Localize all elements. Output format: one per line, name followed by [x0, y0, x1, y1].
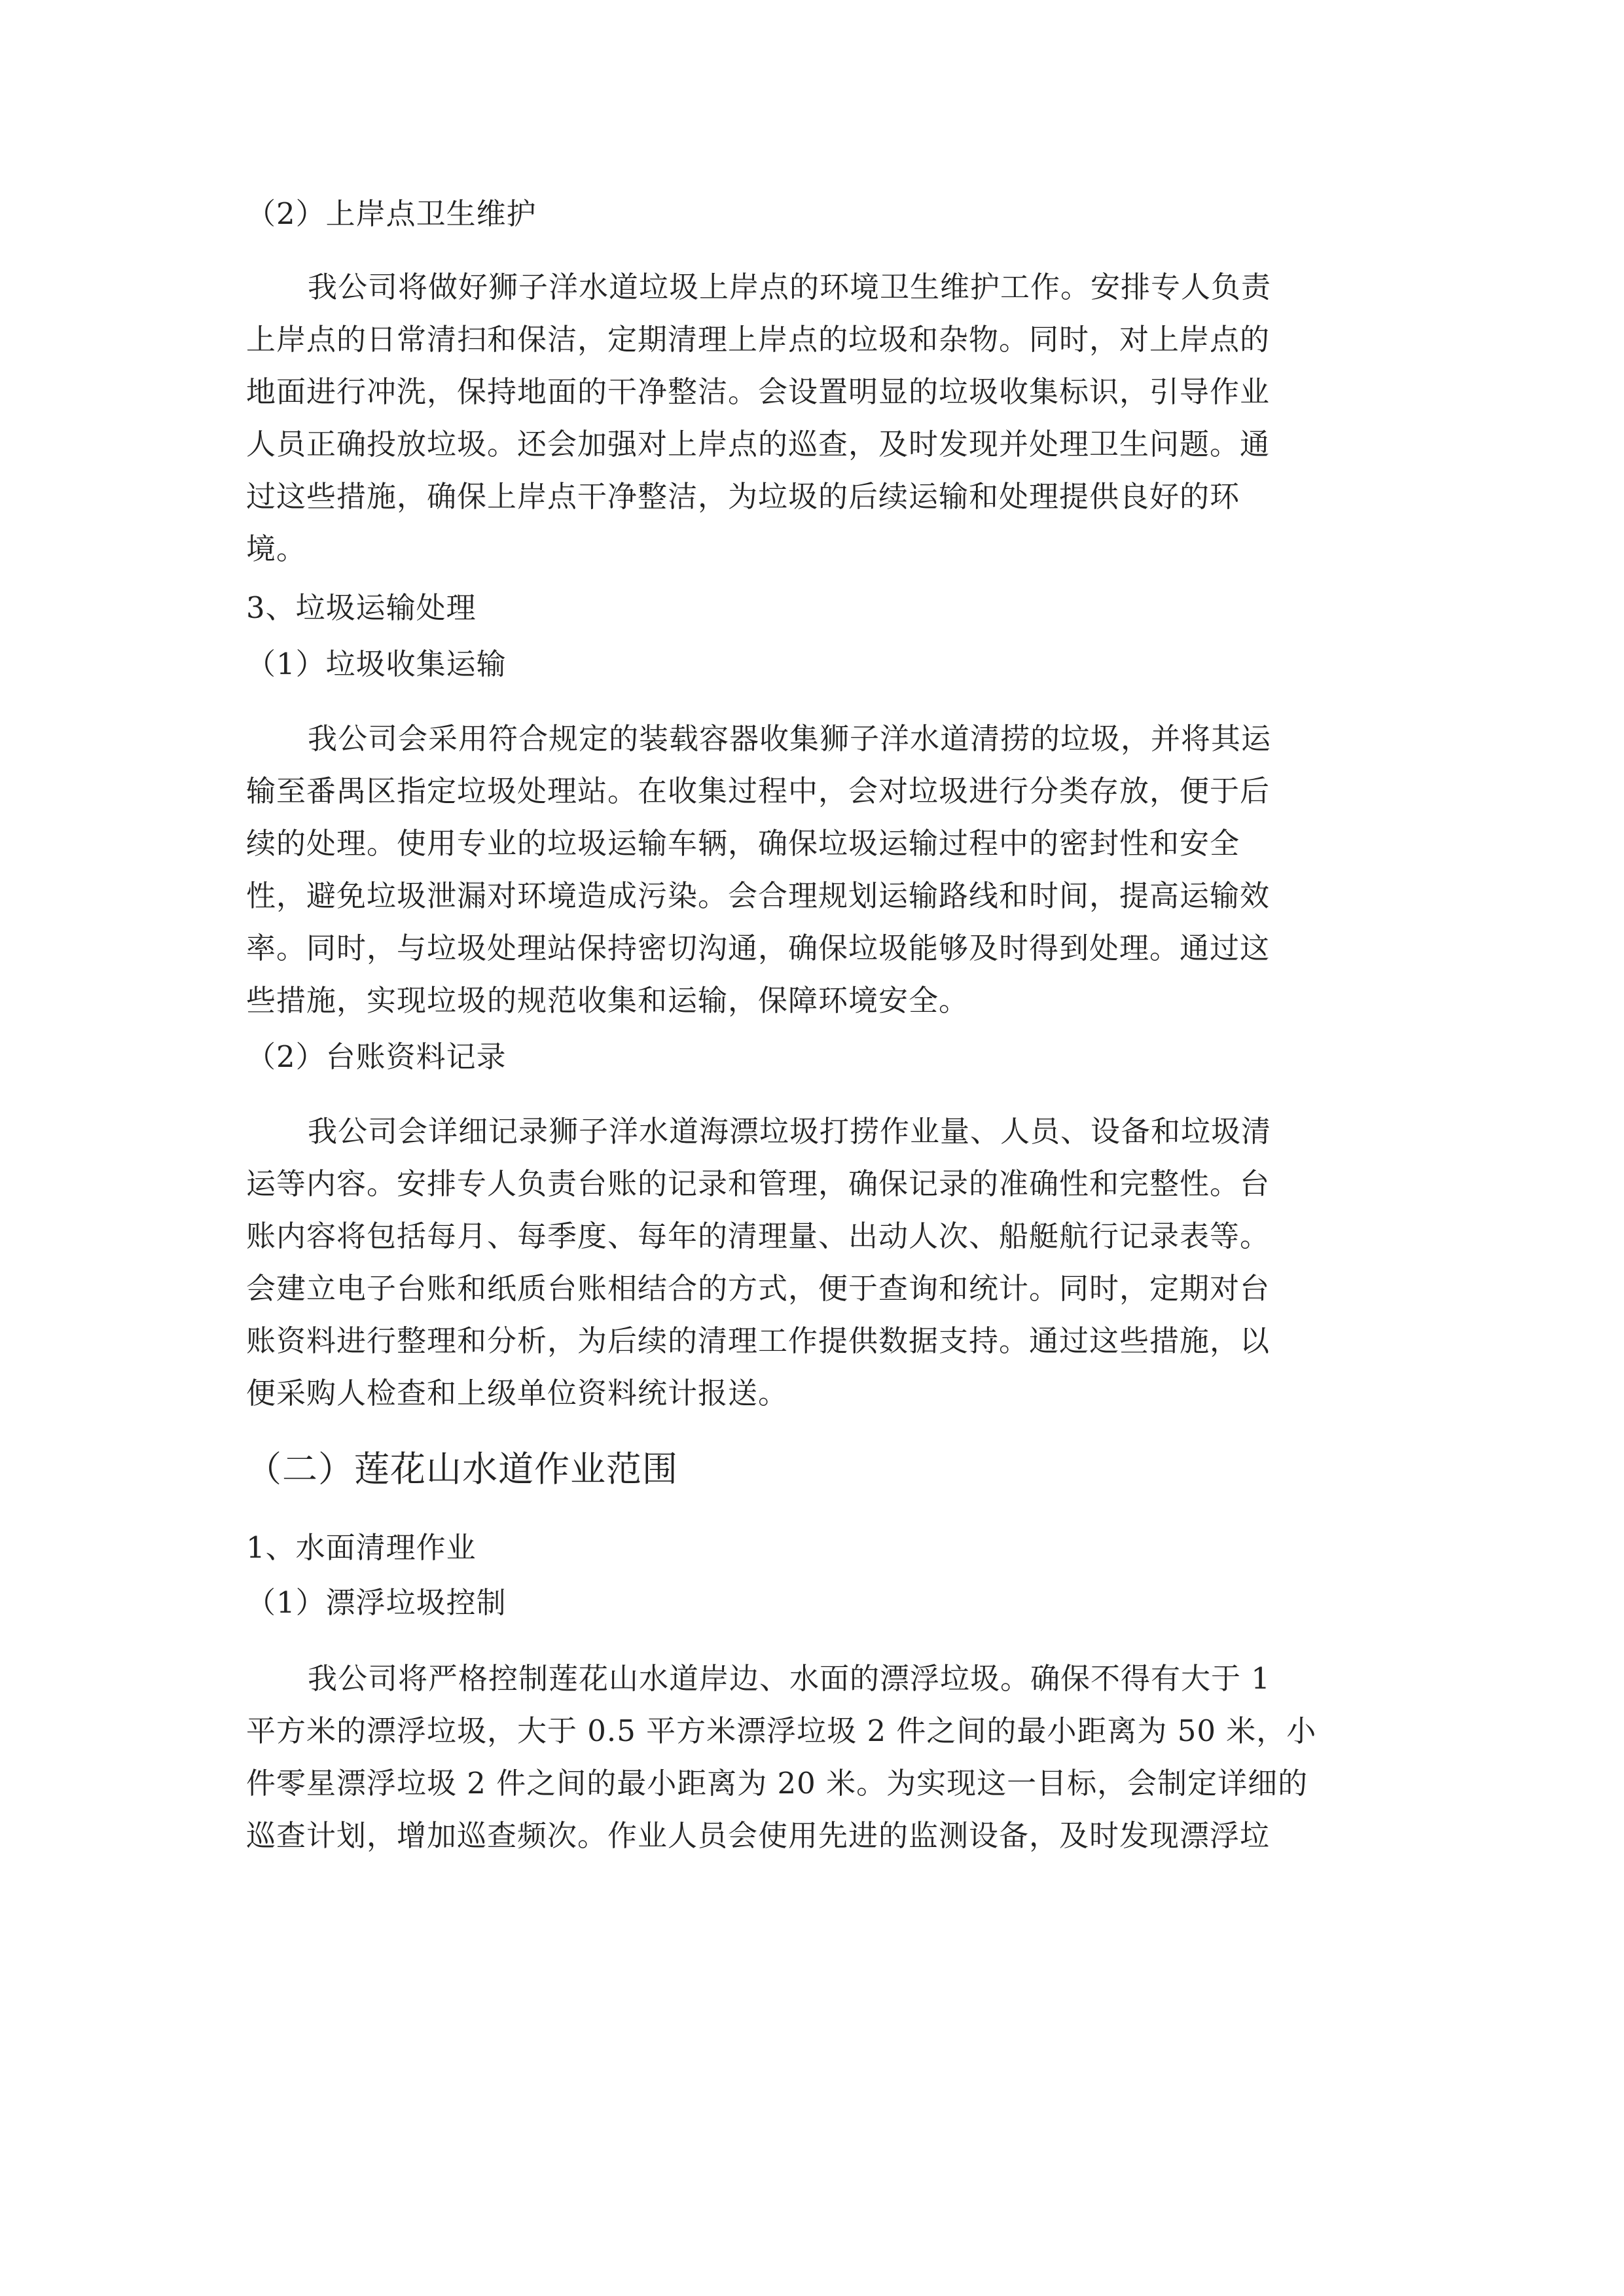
paragraph-line: 性，避免垃圾泄漏对环境造成污染。会合理规划运输路线和时间，提高运输效	[246, 878, 1271, 913]
paragraph-line: 我公司会采用符合规定的装载容器收集狮子洋水道清捞的垃圾，并将其运	[308, 721, 1272, 756]
paragraph-line: 我公司将严格控制莲花山水道岸边、水面的漂浮垃圾。确保不得有大于 1	[308, 1661, 1271, 1696]
paragraph-line: 人员正确投放垃圾。还会加强对上岸点的巡查，及时发现并处理卫生问题。通	[246, 427, 1271, 461]
paragraph-line: 便采购人检查和上级单位资料统计报送。	[246, 1376, 789, 1410]
paragraph-line: 续的处理。使用专业的垃圾运输车辆，确保垃圾运输过程中的密封性和安全	[246, 826, 1240, 861]
paragraph-line: 我公司将做好狮子洋水道垃圾上岸点的环境卫生维护工作。安排专人负责	[308, 270, 1272, 304]
paragraph-line: 境。	[246, 531, 307, 566]
paragraph-line: 件零星漂浮垃圾 2 件之间的最小距离为 20 米。为实现这一目标，会制定详细的	[246, 1766, 1308, 1801]
subheading-floating-garbage-control: （1）漂浮垃圾控制	[246, 1585, 507, 1620]
section-heading-lianhuashan-scope: （二）莲花山水道作业范围	[246, 1448, 678, 1490]
paragraph-line: 账资料进行整理和分析，为后续的清理工作提供数据支持。通过这些措施，以	[246, 1323, 1271, 1358]
paragraph-line: 地面进行冲洗，保持地面的干净整洁。会设置明显的垃圾收集标识，引导作业	[246, 374, 1271, 409]
paragraph-line: 过这些措施，确保上岸点干净整洁，为垃圾的后续运输和处理提供良好的环	[246, 479, 1240, 514]
paragraph-line: 输至番禺区指定垃圾处理站。在收集过程中，会对垃圾进行分类存放，便于后	[246, 774, 1271, 808]
paragraph-line: 平方米的漂浮垃圾，大于 0.5 平方米漂浮垃圾 2 件之间的最小距离为 50 米，小	[246, 1713, 1317, 1748]
paragraph-line: 运等内容。安排专人负责台账的记录和管理，确保记录的准确性和完整性。台	[246, 1166, 1271, 1201]
paragraph-line: 我公司会详细记录狮子洋水道海漂垃圾打捞作业量、人员、设备和垃圾清	[308, 1114, 1272, 1149]
section-heading-water-surface-cleaning: 1、水面清理作业	[246, 1530, 477, 1565]
paragraph-line: 会建立电子台账和纸质台账相结合的方式，便于查询和统计。同时，定期对台	[246, 1271, 1271, 1306]
paragraph-line: 上岸点的日常清扫和保洁，定期清理上岸点的垃圾和杂物。同时，对上岸点的	[246, 322, 1271, 357]
section-heading-garbage-transport: 3、垃圾运输处理	[246, 590, 477, 625]
subheading-garbage-collection: （1）垃圾收集运输	[246, 647, 507, 681]
paragraph-line: 账内容将包括每月、每季度、每年的清理量、出动人次、船艇航行记录表等。	[246, 1219, 1271, 1253]
subheading-ledger-records: （2）台账资料记录	[246, 1039, 507, 1074]
paragraph-line: 巡查计划，增加巡查频次。作业人员会使用先进的监测设备，及时发现漂浮垃	[246, 1818, 1271, 1853]
paragraph-line: 率。同时，与垃圾处理站保持密切沟通，确保垃圾能够及时得到处理。通过这	[246, 931, 1271, 965]
paragraph-line: 些措施，实现垃圾的规范收集和运输，保障环境安全。	[246, 983, 969, 1018]
subheading-shore-point-hygiene: （2）上岸点卫生维护	[246, 196, 537, 231]
